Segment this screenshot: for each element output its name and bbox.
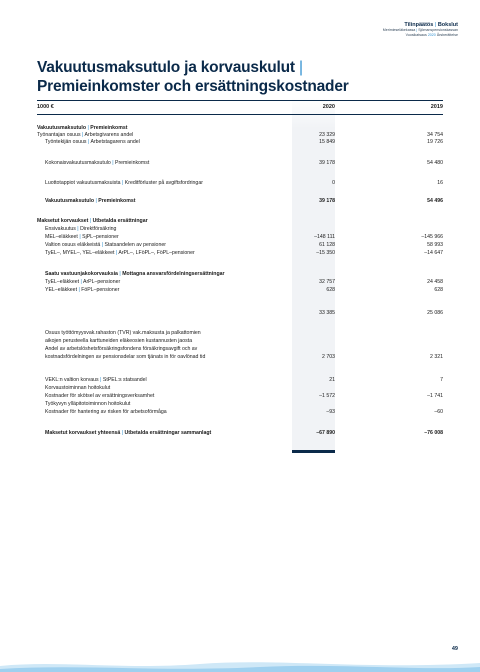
row-label <box>45 271 225 278</box>
column-end-bar <box>292 450 335 453</box>
column-header-2020: 2020 <box>322 104 335 110</box>
value-2019: 19 726 <box>427 139 443 145</box>
row-label <box>45 330 201 337</box>
row-label <box>45 198 135 205</box>
row-label-fi: Luottotappiot vakuutusmaksuista <box>45 180 121 186</box>
row-label-sv: ArPL–, LFöPL–, FöPL–pensioner <box>118 250 195 256</box>
row-label-fi: VEKL:n valtion korvaus <box>45 377 99 383</box>
header-report-fi: Vuosikatsaus <box>405 33 427 37</box>
row-label <box>45 160 149 167</box>
value-2020: 23 329 <box>319 132 335 138</box>
row-label-fi: Vakuutusmaksutulo <box>45 198 95 204</box>
row-label-fi: aikojen perusteella karttuneiden eläkeosien kustannusten jaosta <box>45 338 193 344</box>
row-label <box>45 430 211 437</box>
value-2019: 628 <box>434 287 443 293</box>
row-label-sv: Statsandelen av pensioner <box>104 242 166 248</box>
header-title-sv: Bokslut <box>437 22 458 28</box>
value-2019: 54 496 <box>427 198 443 204</box>
row-label-fi: TyEL–, MYEL–, YEL–eläkkeet <box>45 250 115 256</box>
value-2019: –60 <box>434 409 443 415</box>
header-report-sv: Årsberättelse <box>436 33 458 37</box>
value-2020: –15 350 <box>316 250 335 256</box>
row-label-fi: Andel av arbetslöshetsförsäkringsfondens försäkringsavgift och av <box>45 346 198 352</box>
row-label-sv: Arbetsgivarens andel <box>84 132 134 138</box>
page-title-sv: Premieinkomster och ersättningskostnader <box>37 78 349 95</box>
row-label-sv: Direktförsäkring <box>80 226 117 232</box>
row-label-fi: Saatu vastuunjakokorvauksia <box>45 271 118 277</box>
row-label <box>45 180 203 187</box>
row-label <box>45 279 120 286</box>
language-separator: | <box>80 132 85 138</box>
row-label-sv: Utbetalda ersättningar sammanlagt <box>124 430 212 436</box>
value-2020: 61 128 <box>319 242 335 248</box>
row-label-sv: Premieinkomst <box>98 198 136 204</box>
language-separator: | <box>110 160 115 166</box>
row-label-fi: Ensivakuutus <box>45 226 76 232</box>
value-2020: –67 890 <box>316 430 335 436</box>
row-label-sv: Mottagna ansvarsfördelningsersättningar <box>122 271 225 277</box>
row-label-sv: FöPL–pensioner <box>81 287 120 293</box>
value-2019: –145 966 <box>421 234 443 240</box>
language-separator: | <box>77 234 83 240</box>
value-2019: 54 480 <box>427 160 443 166</box>
language-separator: | <box>77 287 82 293</box>
language-separator: | <box>100 242 105 248</box>
value-2019: 16 <box>437 180 443 186</box>
value-2019: –14 647 <box>424 250 443 256</box>
value-2019: 58 993 <box>427 242 443 248</box>
row-label-sv: SjPL–pensioner <box>82 234 119 240</box>
page-title <box>37 58 457 96</box>
row-label-fi: Työntekijän osuus <box>45 139 87 145</box>
row-label <box>45 250 195 257</box>
table-header-rule <box>37 114 443 115</box>
row-label <box>45 234 119 241</box>
row-label-fi: Kostnader för hantering av risken för arbetsoförmåga <box>45 409 167 415</box>
value-2020: –93 <box>326 409 335 415</box>
row-label <box>45 338 192 345</box>
language-separator: | <box>114 250 119 256</box>
row-label <box>45 401 130 408</box>
footer-wave-decoration <box>0 658 480 672</box>
row-label-fi: Työnantajan osuus <box>37 132 81 138</box>
row-label-fi: Kokonaisvakuutusmaksutulo <box>45 160 111 166</box>
value-2020: 628 <box>326 287 335 293</box>
row-label-fi: TyEL–eläkkeet <box>45 279 80 285</box>
value-2020: 32 757 <box>319 279 335 285</box>
value-2020: –1 572 <box>319 393 335 399</box>
header-org-fi: Merimieseläkekassa <box>382 28 416 32</box>
value-2019: 34 754 <box>427 132 443 138</box>
title-separator: | <box>298 59 303 76</box>
language-separator: | <box>79 279 83 285</box>
header-org-sv: Sjömanspensionskassan <box>418 28 458 32</box>
document-header <box>383 22 458 38</box>
language-separator: | <box>117 271 123 277</box>
header-year: 2020 <box>427 33 436 37</box>
language-separator: | <box>98 377 103 383</box>
language-separator: | <box>120 180 125 186</box>
row-label <box>45 139 140 146</box>
row-label <box>37 218 148 225</box>
row-label-sv: Kreditförluster på avgiftsfordringar <box>124 180 203 186</box>
value-2020: 39 178 <box>319 160 335 166</box>
row-label-sv: Premieinkomst <box>114 160 150 166</box>
row-label-fi: Osuus työttömyysvak.rahaston (TVR) vak.maksusta ja palkattomien <box>45 330 201 336</box>
value-2020: 39 178 <box>319 198 335 204</box>
value-2020: 0 <box>332 180 335 186</box>
row-label <box>45 287 119 294</box>
row-label-fi: MEL–eläkkeet <box>45 234 78 240</box>
value-2019: 2 321 <box>430 354 443 360</box>
row-label-sv: Arbetstagarens andel <box>90 139 140 145</box>
row-label <box>45 393 154 400</box>
header-separator: | <box>434 22 437 28</box>
row-label <box>45 226 116 233</box>
language-separator: | <box>86 139 91 145</box>
language-separator: | <box>120 430 125 436</box>
row-label-fi: Työkyvyn ylläpitotoiminnon hoitokulut <box>45 401 131 407</box>
header-separator: | <box>416 28 418 32</box>
unit-label: 1000 € <box>37 104 54 110</box>
row-label <box>37 132 133 139</box>
row-label-sv: Utbetalda ersättningar <box>92 218 148 224</box>
value-2019: 7 <box>440 377 443 383</box>
row-label-fi: Korvaustoiminnan hoitokulut <box>45 385 111 391</box>
value-2019: 25 086 <box>427 310 443 316</box>
table-top-rule <box>37 100 443 101</box>
row-label-fi: kostnadsfördelningen av pensionsdelar som tjänats in för oavlönad tid <box>45 354 206 360</box>
row-label-sv: StPEL:s statsandel <box>102 377 147 383</box>
row-label-fi: Maksetut korvaukset yhteensä <box>45 430 121 436</box>
row-label-fi: Kostnader för skötsel av ersättningsverksamhet <box>45 393 155 399</box>
column-header-2019: 2019 <box>430 104 443 110</box>
row-label <box>45 409 167 416</box>
row-label <box>45 354 205 361</box>
row-label <box>45 346 197 353</box>
language-separator: | <box>88 218 93 224</box>
page-title-fi: Vakuutusmaksutulo ja korvauskulut <box>37 59 295 76</box>
value-2020: 21 <box>329 377 335 383</box>
row-label <box>45 377 147 384</box>
row-label-fi: Maksetut korvaukset <box>37 218 89 224</box>
row-label <box>37 125 127 132</box>
language-separator: | <box>94 198 99 204</box>
value-2020: 15 849 <box>319 139 335 145</box>
row-label-sv: Premieinkomst <box>90 125 128 131</box>
row-label-fi: Vakuutusmaksutulo <box>37 125 87 131</box>
row-label-fi: Valtion osuus eläkkeistä <box>45 242 101 248</box>
header-title-fi: Tilinpäätös <box>404 22 434 28</box>
value-2020: –148 111 <box>314 234 335 240</box>
value-2019: –1 741 <box>427 393 443 399</box>
value-2020: 2 703 <box>322 354 335 360</box>
row-label <box>45 385 110 392</box>
value-2019: –76 008 <box>424 430 443 436</box>
page-number: 49 <box>451 646 458 652</box>
row-label-fi: YEL–eläkkeet <box>45 287 78 293</box>
language-separator: | <box>75 226 81 232</box>
value-2019: 24 458 <box>427 279 443 285</box>
row-label <box>45 242 166 249</box>
language-separator: | <box>86 125 91 131</box>
value-2020: 33 385 <box>319 310 335 316</box>
row-label-sv: ArPL–pensioner <box>82 279 121 285</box>
